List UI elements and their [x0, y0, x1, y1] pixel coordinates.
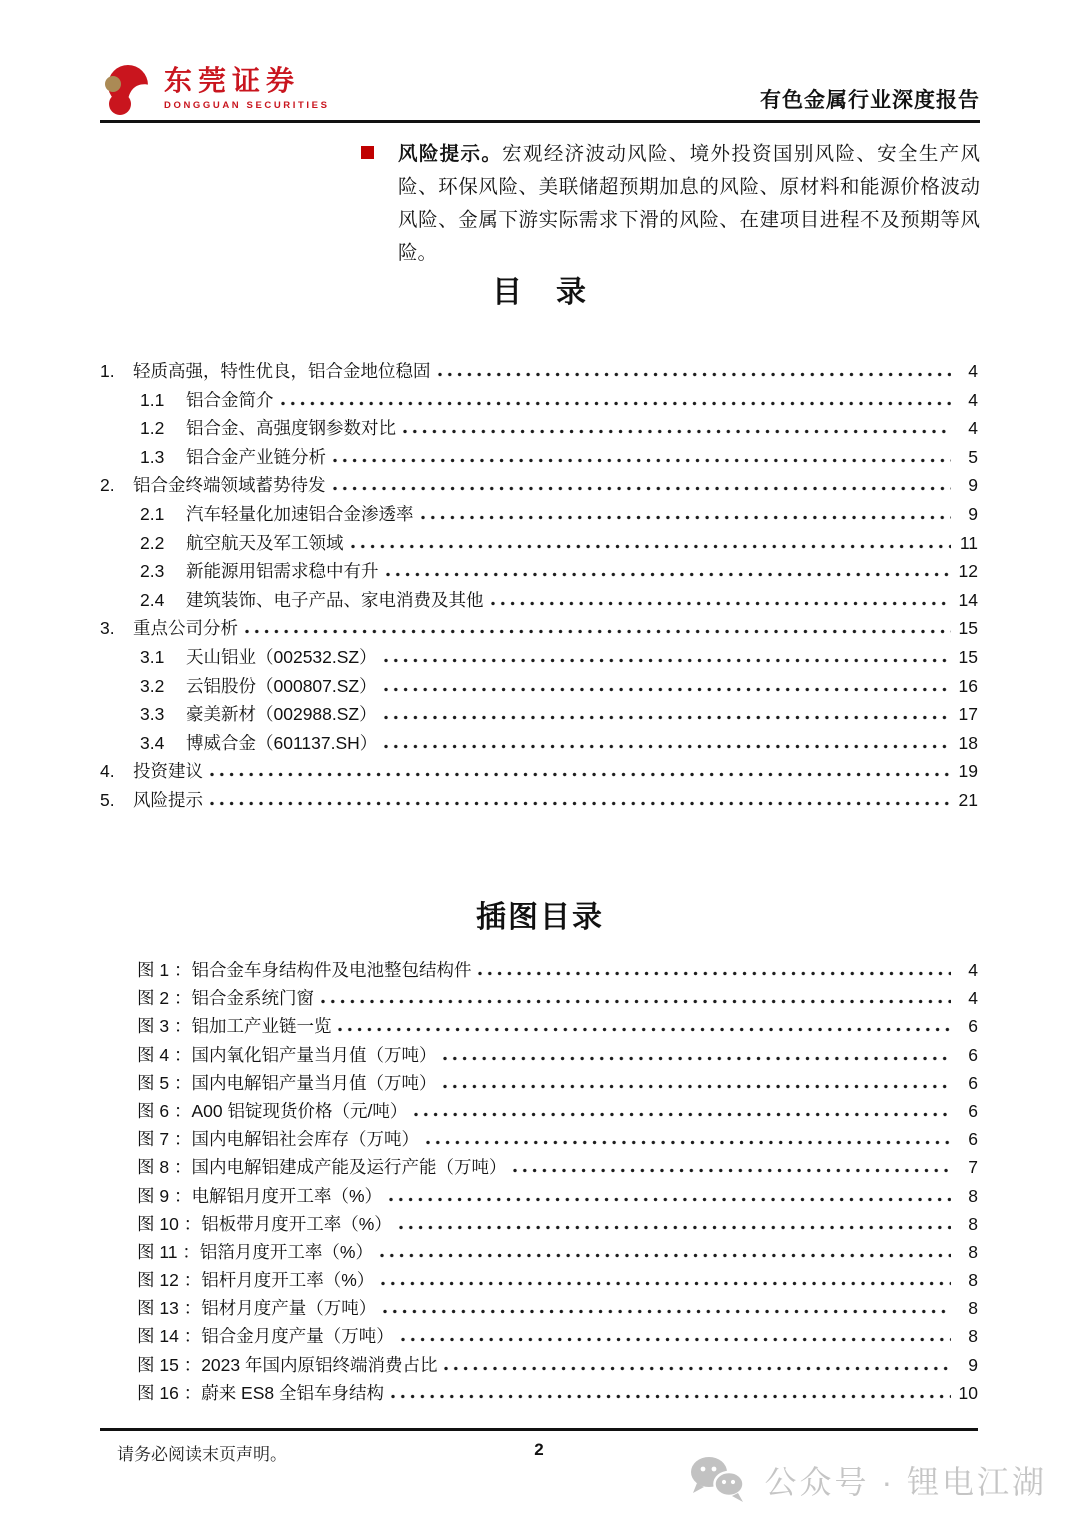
figure-entry[interactable]	[100, 1294, 978, 1322]
toc-entry-label: 建筑装饰、电子产品、家电消费及其他	[186, 589, 484, 610]
figure-entry-label: 图 8 ：国内电解铝建成产能及运行产能（万吨）	[137, 1157, 507, 1178]
toc-entry-label: 云铝股份（000807.SZ）	[186, 675, 377, 696]
toc-entry-label: 豪美新材（002988.SZ）	[186, 704, 377, 725]
figure-entry-label: 图 7 ：国内电解铝社会库存（万吨）	[137, 1129, 419, 1150]
toc-entry-page: 14	[958, 589, 978, 610]
toc-entry-page: 19	[958, 761, 978, 782]
figure-entry-label: 图 14 ：铝合金月度产量（万吨）	[137, 1326, 394, 1347]
toc-entry-num: 5.	[100, 789, 115, 810]
brand-logo	[100, 62, 330, 120]
toc-entry-num: 3.1	[140, 646, 165, 667]
toc-entry[interactable]	[100, 757, 978, 786]
toc-entry-label: 重点公司分析	[133, 618, 238, 639]
figure-entry-label: 图 11 ：铝箔月度开工率（%）	[137, 1241, 373, 1262]
toc-entry-page: 9	[968, 503, 978, 524]
toc-title: 目 录	[492, 276, 588, 309]
dot-leader	[403, 429, 951, 434]
figure-entry-label: 图 3 ：铝加工产业链一览	[137, 1016, 332, 1037]
figure-entry-page: 6	[968, 1129, 978, 1150]
toc-entry[interactable]	[100, 529, 978, 558]
figure-entry-label: 图 12 ：铝杆月度开工率（%）	[137, 1270, 375, 1291]
toc-entry[interactable]	[100, 414, 978, 443]
toc-entry-label: 铝合金终端领域蓄势待发	[133, 475, 326, 496]
figure-entry-label: 图 9 ：电解铝月度开工率（%）	[137, 1185, 383, 1206]
figure-entry-page: 7	[968, 1157, 978, 1178]
figure-entry-page: 6	[968, 1016, 978, 1037]
figure-entry[interactable]	[100, 1379, 978, 1407]
toc-entry-page: 5	[968, 446, 978, 467]
figure-entry[interactable]	[100, 956, 978, 984]
toc-entry-page: 21	[958, 789, 978, 810]
figure-entry[interactable]	[100, 1238, 978, 1266]
dot-leader	[513, 1168, 951, 1173]
toc-list	[100, 357, 978, 815]
toc-entry[interactable]	[100, 357, 978, 386]
toc-entry[interactable]	[100, 700, 978, 729]
figure-entry-page: 6	[968, 1044, 978, 1065]
figure-entry-label: 图 4 ：国内氧化铝产量当月值（万吨）	[137, 1044, 437, 1065]
dot-leader	[351, 544, 952, 549]
toc-entry[interactable]	[100, 471, 978, 500]
dot-leader	[438, 372, 952, 377]
figure-entry-page: 8	[968, 1326, 978, 1347]
watermark-text: 公众号 · 锂电江湖	[764, 1464, 1047, 1500]
dot-leader	[210, 772, 951, 777]
brand-text	[164, 65, 330, 111]
dongguan-securities-logo-icon	[100, 62, 154, 116]
toc-entry-label: 风险提示	[133, 789, 203, 810]
risk-warning-label: 风险提示。	[398, 144, 503, 165]
figure-entry[interactable]	[100, 1012, 978, 1040]
figure-entry-page: 10	[958, 1382, 978, 1403]
risk-warning-text: 宏观经济波动风险、境外投资国别风险、安全生产风险、环保风险、美联储超预期加息的风险、原材料和能源价格波动风险、金属下游实际需求下滑的风险、在建项目进程不及预期等风险。	[398, 144, 980, 264]
dot-leader	[380, 1253, 951, 1258]
toc-entry-page: 4	[968, 361, 978, 381]
figure-entry-page: 4	[968, 988, 978, 1009]
figure-entry[interactable]	[100, 1210, 978, 1238]
toc-entry-num: 1.1	[140, 389, 165, 410]
toc-entry[interactable]	[100, 786, 978, 815]
figure-entry[interactable]	[100, 1322, 978, 1350]
dot-leader	[386, 572, 952, 577]
figure-entry-label: 图 2 ：铝合金系统门窗	[137, 988, 314, 1009]
toc-entry[interactable]	[100, 386, 978, 415]
dot-leader	[443, 1056, 951, 1061]
toc-entry-page: 16	[958, 675, 978, 696]
figure-entry-page: 6	[968, 1072, 978, 1093]
dot-leader	[443, 1084, 951, 1089]
dot-leader	[384, 687, 951, 692]
dot-leader	[391, 1394, 951, 1399]
toc-entry-num: 1.	[100, 361, 115, 381]
toc-entry-num: 3.3	[140, 704, 165, 725]
dot-leader	[384, 744, 951, 749]
figure-entry[interactable]	[100, 1125, 978, 1153]
figure-entry-label: 图 16 ：蔚来 ES8 全铝车身结构	[137, 1382, 384, 1403]
toc-entry-num: 2.3	[140, 561, 165, 582]
toc-entry-page: 15	[958, 646, 978, 667]
toc-entry-page: 4	[968, 418, 978, 439]
dot-leader	[333, 486, 952, 491]
figure-entry[interactable]	[100, 1351, 978, 1379]
toc-entry[interactable]	[100, 586, 978, 615]
footer-disclaimer: 请务必阅读末页声明。	[117, 1445, 287, 1464]
toc-entry[interactable]	[100, 672, 978, 701]
dot-leader	[384, 715, 951, 720]
dot-leader	[444, 1366, 951, 1371]
figure-entry[interactable]	[100, 1266, 978, 1294]
dot-leader	[491, 601, 952, 606]
figure-entry[interactable]	[100, 984, 978, 1012]
toc-entry-num: 3.	[100, 618, 115, 639]
toc-entry-num: 2.	[100, 475, 115, 496]
figure-entry-label: 图 10 ：铝板带月度开工率（%）	[137, 1213, 392, 1234]
figure-entry-page: 6	[968, 1100, 978, 1121]
figure-entry-label: 图 1 ：铝合金车身结构件及电池整包结构件	[137, 960, 472, 980]
toc-entry-label: 航空航天及军工领域	[186, 532, 344, 553]
report-type-label: 有色金属行业深度报告	[760, 89, 980, 112]
toc-entry-page: 17	[958, 704, 978, 725]
toc-entry[interactable]	[100, 643, 978, 672]
figure-entry-page: 9	[968, 1354, 978, 1375]
dot-leader	[210, 801, 951, 806]
dot-leader	[383, 1309, 951, 1314]
figure-entry-page: 8	[968, 1213, 978, 1234]
dot-leader	[381, 1281, 951, 1286]
figure-entry[interactable]	[100, 1097, 978, 1125]
figure-entry-page: 8	[968, 1270, 978, 1291]
toc-entry-page: 11	[959, 532, 978, 553]
figure-entry-page: 8	[968, 1185, 978, 1206]
dot-leader	[384, 658, 951, 663]
page-header	[100, 0, 980, 123]
figure-entry[interactable]	[100, 1041, 978, 1069]
toc-entry-page: 9	[968, 475, 978, 496]
figure-entry[interactable]	[100, 1182, 978, 1210]
figure-entry-label: 图 13 ：铝材月度产量（万吨）	[137, 1298, 377, 1319]
toc-entry-label: 轻质高强，特性优良，铝合金地位稳固	[133, 361, 431, 381]
brand-name-en: DONGGUAN SECURITIES	[164, 99, 330, 111]
dot-leader	[414, 1112, 951, 1117]
toc-entry[interactable]	[100, 500, 978, 529]
dot-leader	[399, 1225, 951, 1230]
dot-leader	[333, 458, 951, 463]
toc-entry-label: 铝合金产业链分析	[186, 446, 326, 467]
figure-entry[interactable]	[100, 1069, 978, 1097]
risk-warning-paragraph	[398, 138, 980, 270]
dot-leader	[389, 1197, 951, 1202]
dot-leader	[338, 1027, 951, 1032]
dot-leader	[426, 1140, 951, 1145]
figure-entry-label: 图 5 ：国内电解铝产量当月值（万吨）	[137, 1072, 437, 1093]
toc-entry-page: 4	[968, 389, 978, 410]
toc-entry[interactable]	[100, 729, 978, 758]
wechat-icon	[687, 1455, 751, 1505]
toc-entry-num: 2.2	[140, 532, 165, 553]
figures-list	[100, 956, 978, 1407]
figure-entry[interactable]	[100, 1153, 978, 1181]
dot-leader	[245, 629, 951, 634]
toc-entry-num: 1.2	[140, 418, 165, 439]
toc-entry[interactable]	[100, 443, 978, 472]
dot-leader	[401, 1337, 951, 1342]
figure-entry-label: 图 15 ：2023 年国内原铝终端消费占比	[137, 1354, 438, 1375]
dot-leader	[421, 515, 952, 520]
figures-title: 插图目录	[476, 901, 604, 934]
toc-entry-num: 2.1	[140, 503, 165, 524]
figure-entry-page: 4	[968, 960, 978, 980]
toc-entry-num: 4.	[100, 761, 115, 782]
dot-leader	[478, 971, 951, 976]
dot-leader	[321, 999, 951, 1004]
toc-entry-label: 新能源用铝需求稳中有升	[186, 561, 379, 582]
toc-entry-page: 12	[958, 561, 978, 582]
toc-entry-num: 1.3	[140, 446, 165, 467]
toc-entry-label: 天山铝业（002532.SZ）	[186, 646, 377, 667]
figure-entry-label: 图 6 ：A00 铝锭现货价格（元/吨）	[137, 1100, 408, 1121]
dot-leader	[281, 401, 952, 406]
toc-entry-label: 铝合金简介	[186, 389, 274, 410]
page-number: 2	[534, 1440, 544, 1459]
figure-entry-page: 8	[968, 1241, 978, 1262]
toc-entry-num: 3.2	[140, 675, 165, 696]
toc-entry[interactable]	[100, 557, 978, 586]
toc-entry-num: 3.4	[140, 732, 165, 753]
figure-entry-page: 8	[968, 1298, 978, 1319]
toc-entry-num: 2.4	[140, 589, 165, 610]
wechat-watermark	[687, 1455, 1047, 1505]
toc-entry[interactable]	[100, 614, 978, 643]
toc-entry-label: 博威合金（601137.SH）	[186, 732, 378, 753]
toc-entry-label: 汽车轻量化加速铝合金渗透率	[186, 503, 414, 524]
bullet-square-icon	[361, 146, 374, 159]
toc-entry-page: 15	[958, 618, 978, 639]
toc-entry-label: 铝合金、高强度钢参数对比	[186, 418, 396, 439]
toc-entry-page: 18	[958, 732, 978, 753]
toc-entry-label: 投资建议	[133, 761, 203, 782]
brand-name-cn: 东莞证券	[164, 65, 301, 97]
